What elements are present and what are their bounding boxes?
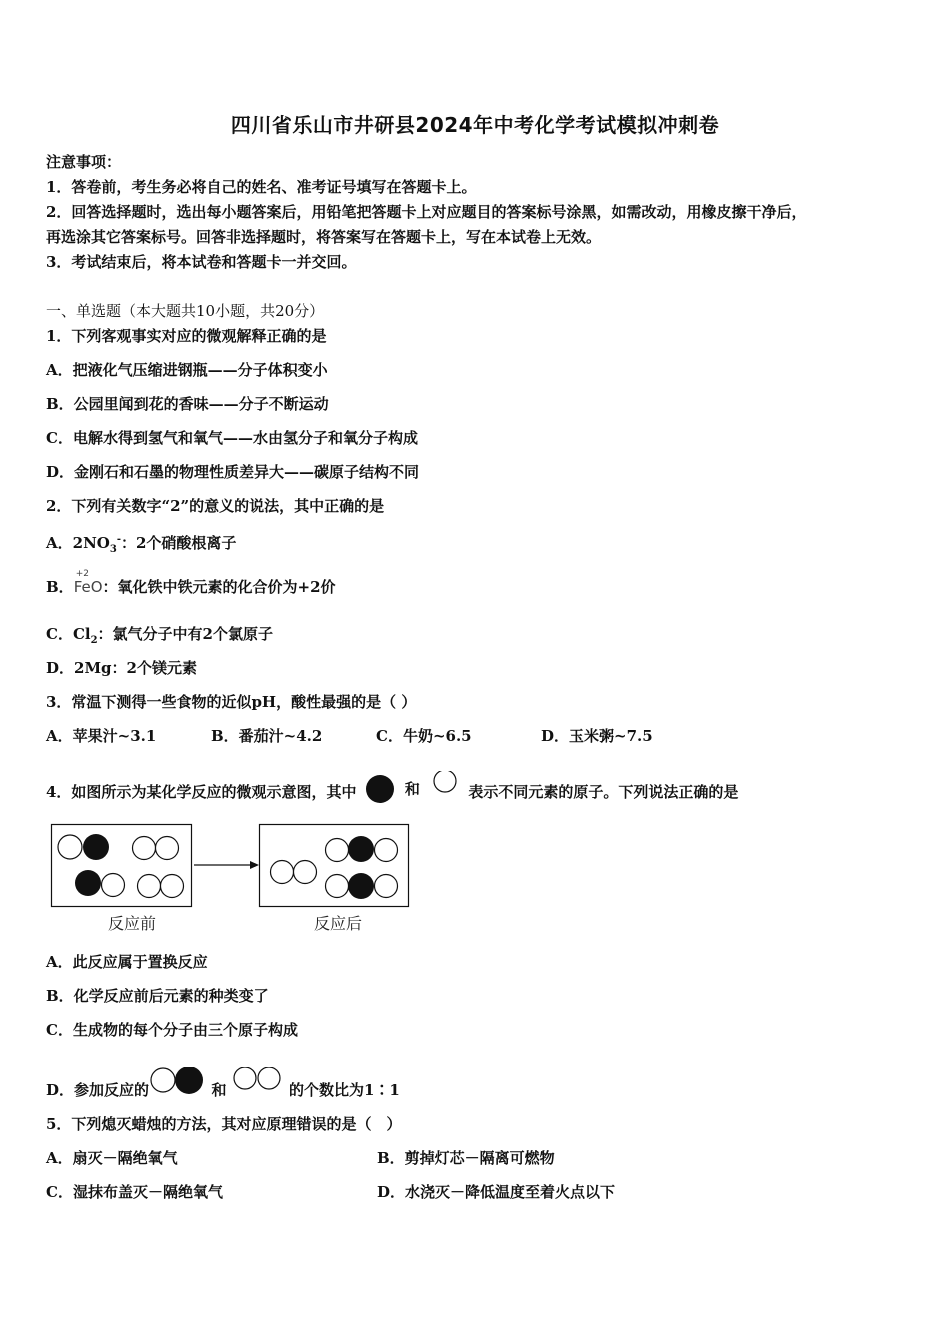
q2-c-text: ：氯气分子中有2个氯原子 (97, 625, 273, 643)
q2-option-a (46, 530, 236, 560)
q4-stem-post: 表示不同元素的原子。下列说法正确的是 (468, 783, 739, 801)
q5-option-b: B．剪掉灯芯－隔离可燃物 (377, 1149, 555, 1167)
q4-option-a: A．此反应属于置换反应 (46, 953, 208, 971)
white-atom-icon (427, 771, 461, 801)
q2-option-c (46, 624, 273, 651)
q4-stem (46, 771, 738, 805)
q3-option-b: B．番茄汁~4.2 (211, 727, 323, 745)
label-after: 反应后 (313, 914, 363, 933)
feo-text: FeO (73, 578, 103, 596)
q1-option-a: A．把液化气压缩进钢瓶——分子体积变小 (46, 361, 328, 379)
q4-d-post: 的个数比为1∶1 (288, 1081, 400, 1099)
q1-option-c: C．电解水得到氢气和氧气——水由氢分子和氧分子构成 (46, 429, 418, 447)
notice-item-2b: 再选涂其它答案标号。回答非选择题时，将答案写在答题卡上，写在本试卷上无效。 (46, 228, 602, 246)
q2-option-d: D．2Mg：2个镁元素 (46, 659, 197, 677)
q4-option-b: B．化学反应前后元素的种类变了 (46, 987, 269, 1005)
q2-stem: 2．下列有关数字“2”的意义的说法，其中正确的是 (46, 497, 385, 515)
q5-option-a: A．扇灭－隔绝氧气 (46, 1149, 178, 1167)
q5-options-row1 (46, 1148, 555, 1168)
mixed-molecule-icon (150, 1067, 206, 1099)
q1-option-d: D．金刚石和石墨的物理性质差异大——碳原子结构不同 (46, 463, 420, 481)
q5-option-c: C．湿抹布盖灭－隔绝氧气 (46, 1183, 223, 1201)
q5-stem: 5．下列熄灭蜡烛的方法，其对应原理错误的是（ ） (46, 1115, 402, 1133)
q2-a-formula: 2NO (72, 534, 110, 552)
notice-item-1: 1．答卷前，考生务必将自己的姓名、准考证号填写在答题卡上。 (46, 178, 477, 196)
q4-d-pre: D．参加反应的 (46, 1081, 150, 1099)
q4-d-and: 和 (211, 1081, 227, 1099)
page-title: 四川省乐山市井研县2024年中考化学考试模拟冲刺卷 (230, 113, 720, 137)
q3-option-c: C．牛奶~6.5 (376, 727, 472, 745)
q5-options-row2 (46, 1182, 615, 1202)
q2-a-text: ：2个硝酸根离子 (120, 534, 237, 552)
q2-c-prefix: C．Cl (46, 625, 91, 643)
feo-formula (73, 569, 103, 597)
black-atom-icon (364, 775, 398, 805)
q4-stem-pre: 4．如图所示为某化学反应的微观示意图，其中 (46, 783, 357, 801)
q2-a-superscript: - (116, 534, 121, 545)
label-before: 反应前 (107, 914, 157, 933)
q2-a-subscript: 3 (109, 544, 117, 555)
q2-c-subscript: 2 (90, 635, 98, 646)
white-molecule-icon (232, 1067, 284, 1097)
q4-stem-and: 和 (404, 780, 420, 798)
oxidation-state: +2 (75, 569, 89, 579)
q1-option-b: B．公园里闻到花的香味——分子不断运动 (46, 395, 329, 413)
reaction-diagram (46, 820, 416, 938)
notice-item-2a: 2．回答选择题时，选出每小题答案后，用铅笔把答题卡上对应题目的答案标号涂黑，如需改动，用橡皮擦干净后， (46, 203, 807, 221)
q1-stem: 1．下列客观事实对应的微观解释正确的是 (46, 327, 327, 345)
q4-option-d (46, 1067, 400, 1100)
q3-option-d: D．玉米粥~7.5 (541, 727, 653, 745)
section-heading: 一、单选题（本大题共10小题，共20分） (46, 302, 325, 320)
q3-options (46, 726, 653, 746)
q3-stem: 3．常温下测得一些食物的近似pH，酸性最强的是（ ） (46, 693, 417, 711)
q2-b-text: ：氧化铁中铁元素的化合价为+2价 (102, 578, 336, 596)
q4-option-c: C．生成物的每个分子由三个原子构成 (46, 1021, 298, 1039)
notice-heading: 注意事项： (46, 153, 122, 171)
notice-item-3: 3．考试结束后，将本试卷和答题卡一并交回。 (46, 253, 357, 271)
q5-option-d: D．水浇灭－降低温度至着火点以下 (377, 1183, 616, 1201)
q2-option-b (46, 569, 336, 597)
q2-a-prefix: A． (46, 534, 73, 552)
q2-b-prefix: B． (46, 578, 74, 596)
q3-option-a: A．苹果汁~3.1 (46, 727, 157, 745)
